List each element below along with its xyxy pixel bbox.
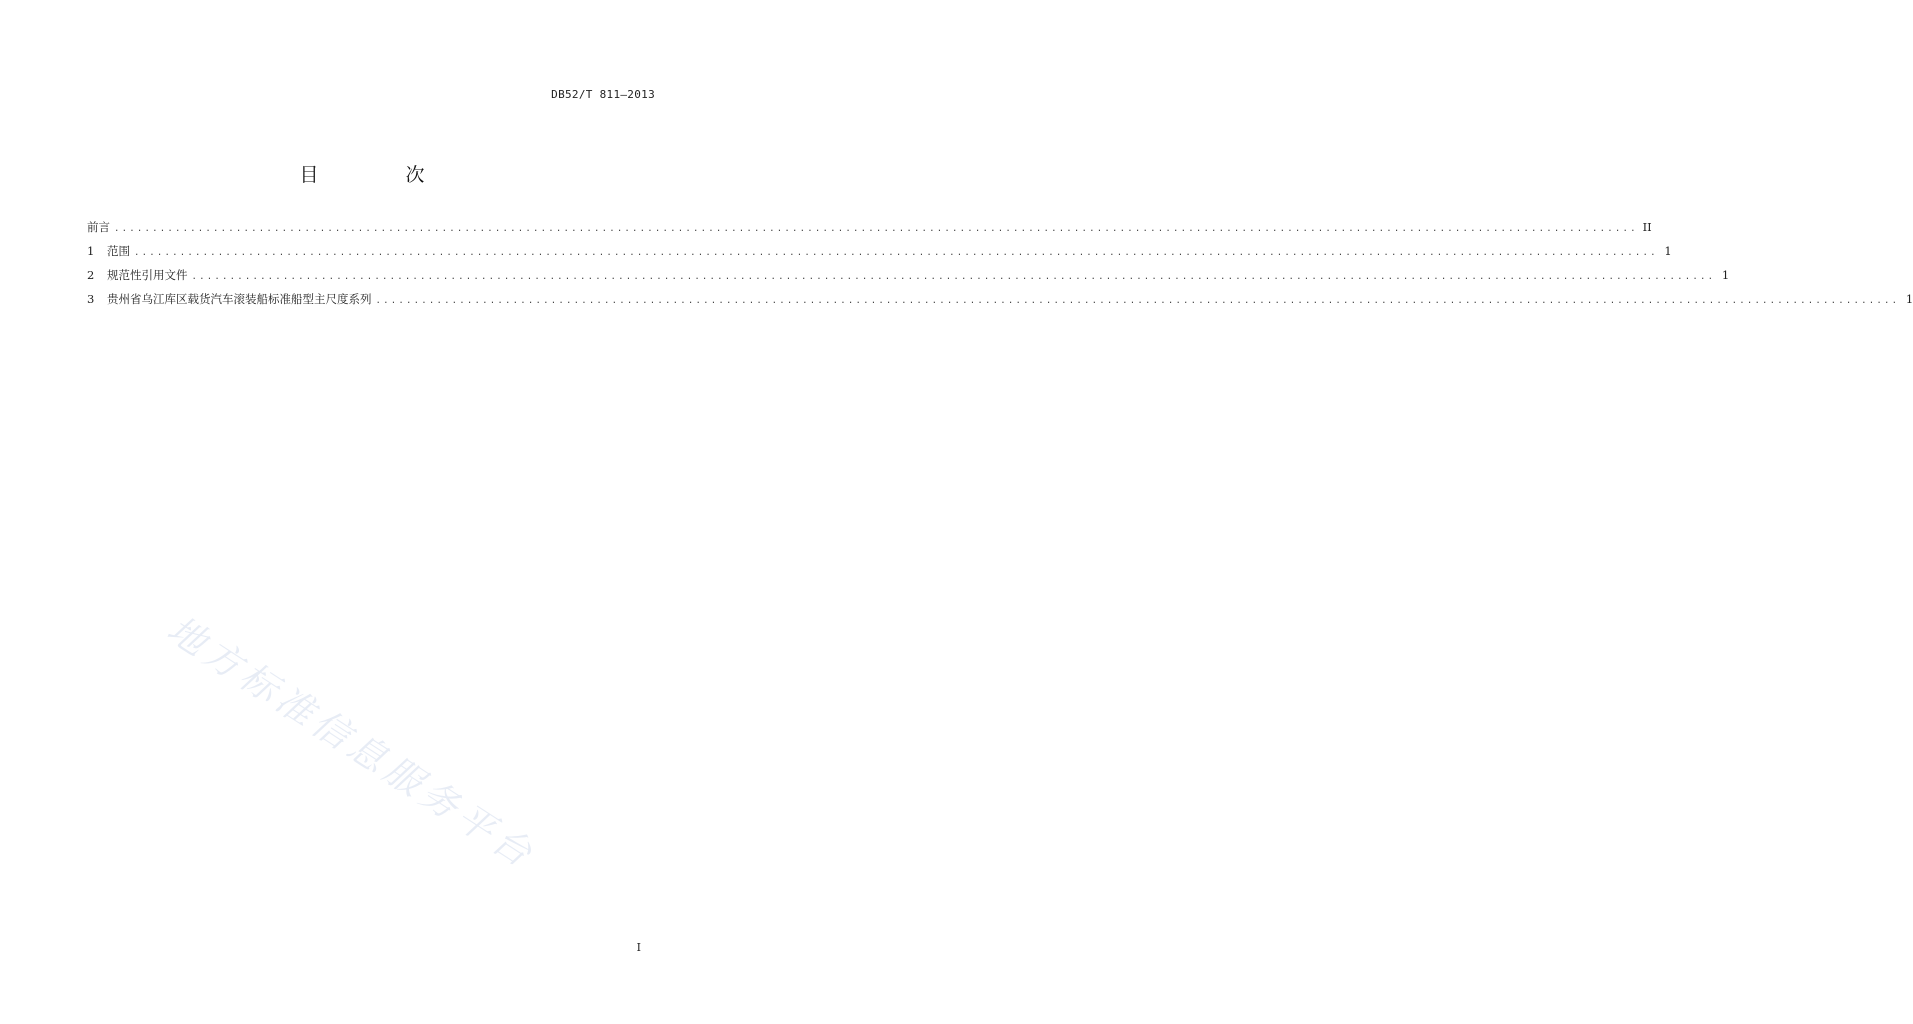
toc-entry-scope[interactable] (87, 243, 1672, 267)
toc-entry-number: 2 (87, 268, 95, 282)
toc-entry-label: 范围 (107, 244, 130, 258)
toc-entry-label: 贵州省乌江库区载货汽车滚装船标准船型主尺度系列 (107, 292, 372, 306)
toc-entry-page: 1 (1721, 268, 1730, 282)
toc-entry-page: 1 (1664, 244, 1672, 258)
toc-entry-ship-dimension-series[interactable] (87, 291, 1913, 315)
toc-leader-dots: ........................................................................................................................................................................................................ (375, 296, 1900, 306)
toc-leader-dots: ........................................................................................................................................................................................................ (114, 224, 1638, 234)
toc-entry-number: 3 (87, 292, 95, 306)
table-of-contents (87, 219, 1913, 315)
toc-entry-number: 1 (87, 244, 95, 258)
toc-leader-dots: ........................................................................................................................................................................................................ (191, 272, 1716, 282)
toc-leader-dots: ........................................................................................................................................................................................................ (134, 248, 1658, 258)
watermark: 地方标准信息服务平台 (159, 607, 544, 878)
document-code: DB52/T 811—2013 (551, 88, 655, 101)
toc-entry-foreword[interactable] (87, 219, 1652, 243)
toc-title: 目 次 (299, 164, 459, 186)
toc-entry-label: 规范性引用文件 (107, 268, 188, 282)
page-number: I (636, 941, 641, 954)
toc-entry-page: 1 (1905, 292, 1913, 306)
toc-entry-label: 前言 (87, 220, 110, 234)
toc-entry-normative-references[interactable] (87, 267, 1730, 291)
toc-entry-page: II (1642, 220, 1652, 234)
